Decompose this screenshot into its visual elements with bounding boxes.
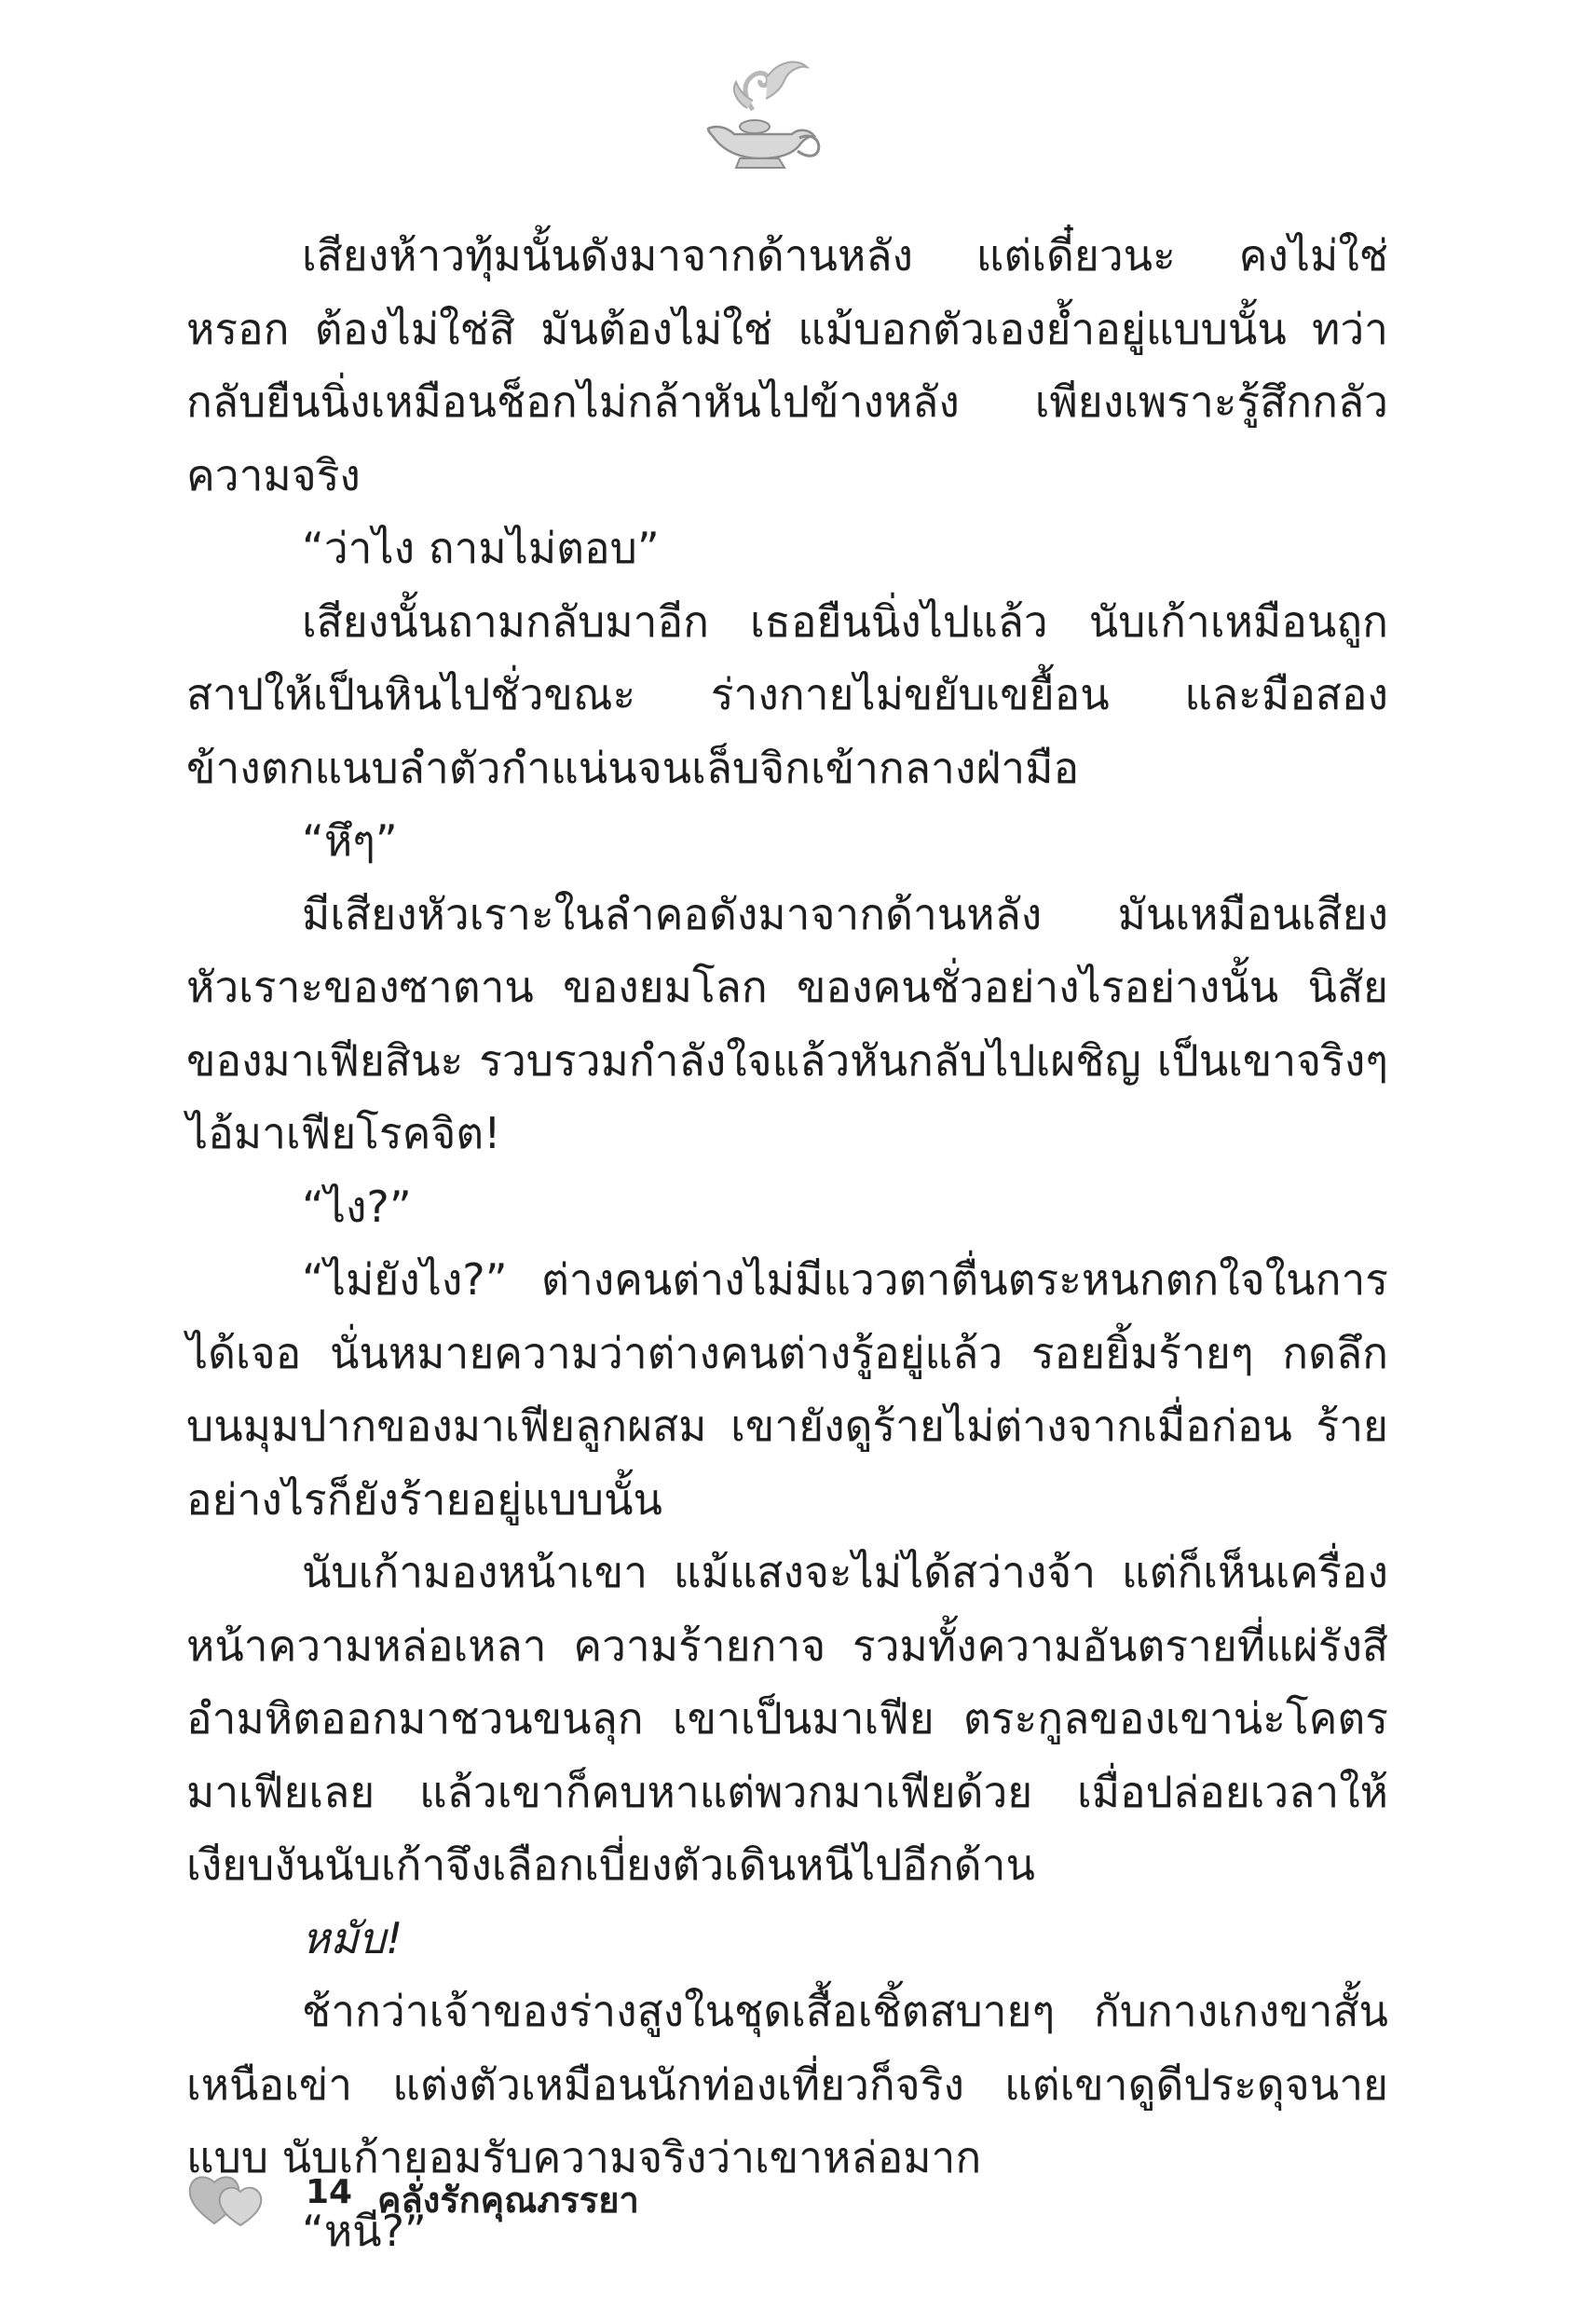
paragraph: หมับ! <box>302 1912 403 1963</box>
paragraph: นับเก้ามองหน้าเขา แม้แสงจะไม่ได้สว่างจ้า แต่ก็เห็นเครื่องหน้าความหล่อเหลา ความร้ายกาจ รวมทั้งความอันตรายที่แผ่รังสีอำมหิตออกมาชวนขนลุก เขาเป็นมาเฟีย ตระกูลของเขาน่ะโคตรมาเฟียเลย แล้วเขาก็คบหาแต่พวกมาเฟียด้วย เมื่อปล่อยเวลาให้เงียบงันนับเก้าจึงเลือกเบี่ยงตัวเดินหนีไปอีกด้าน <box>186 1547 1388 1890</box>
paragraph: ช้ากว่าเจ้าของร่างสูงในชุดเสื้อเชิ้ตสบายๆ กับกางเกงขาสั้นเหนือเข่า แต่งตัวเหมือนนักท่องเที่ยวก็จริง แต่เขาดูดีประดุจนายแบบ นับเก้ายอมรับความจริงว่าเขาหล่อมาก <box>186 1986 1388 2182</box>
body-text <box>186 219 1388 2267</box>
page-number: 14 <box>306 2173 353 2211</box>
paragraph: “ว่าไง ถามไม่ตอบ” <box>302 523 660 573</box>
paragraph: “หึๆ” <box>302 815 398 866</box>
paragraph: มีเสียงหัวเราะในลำคอดังมาจากด้านหลัง มันเหมือนเสียงหัวเราะของซาตาน ของยมโลก ของคนชั่วอย่างไรอย่างนั้น นิสัยของมาเฟียสินะ รวบรวมกำลังใจแล้วหันกลับไปเผชิญ เป็นเขาจริงๆ ไอ้มาเฟียโรคจิต! <box>186 888 1388 1158</box>
genie-lamp-icon <box>688 54 827 175</box>
paragraph: “ไง?” <box>302 1181 412 1232</box>
book-title: คลั่งรักคุณภรรยา <box>377 2180 639 2221</box>
paragraph: เสียงนั้นถามกลับมาอีก เธอยืนนิ่งไปแล้ว นับเก้าเหมือนถูกสาปให้เป็นหินไปชั่วขณะ ร่างกายไม่ขยับเขยื้อน และมือสองข้างตกแนบลำตัวกำแน่นจนเล็บจิกเข้ากลางฝ่ามือ <box>186 595 1388 793</box>
paragraph: “หนี?” <box>302 2205 427 2256</box>
paragraph: เสียงห้าวทุ้มนั้นดังมาจากด้านหลัง แต่เดี๋ยวนะ คงไม่ใช่หรอก ต้องไม่ใช่สิ มันต้องไม่ใช่ แม้บอกตัวเองย้ำอยู่แบบนั้น ทว่ากลับยืนนิ่งเหมือนช็อกไม่กล้าหันไปข้างหลัง เพียงเพราะรู้สึกกลัวความจริง <box>186 230 1388 500</box>
hearts-icon <box>186 2166 270 2231</box>
page-footer <box>186 2160 932 2235</box>
paragraph: “ไม่ยังไง?” ต่างคนต่างไม่มีแววตาตื่นตระหนกตกใจในการได้เจอ นั่นหมายความว่าต่างคนต่างรู้อยู่แล้ว รอยยิ้มร้ายๆ กดลึกบนมุมปากของมาเฟียลูกผสม เขายังดูร้ายไม่ต่างจากเมื่อก่อน ร้ายอย่างไรก็ยังร้ายอยู่แบบนั้น <box>186 1254 1388 1525</box>
